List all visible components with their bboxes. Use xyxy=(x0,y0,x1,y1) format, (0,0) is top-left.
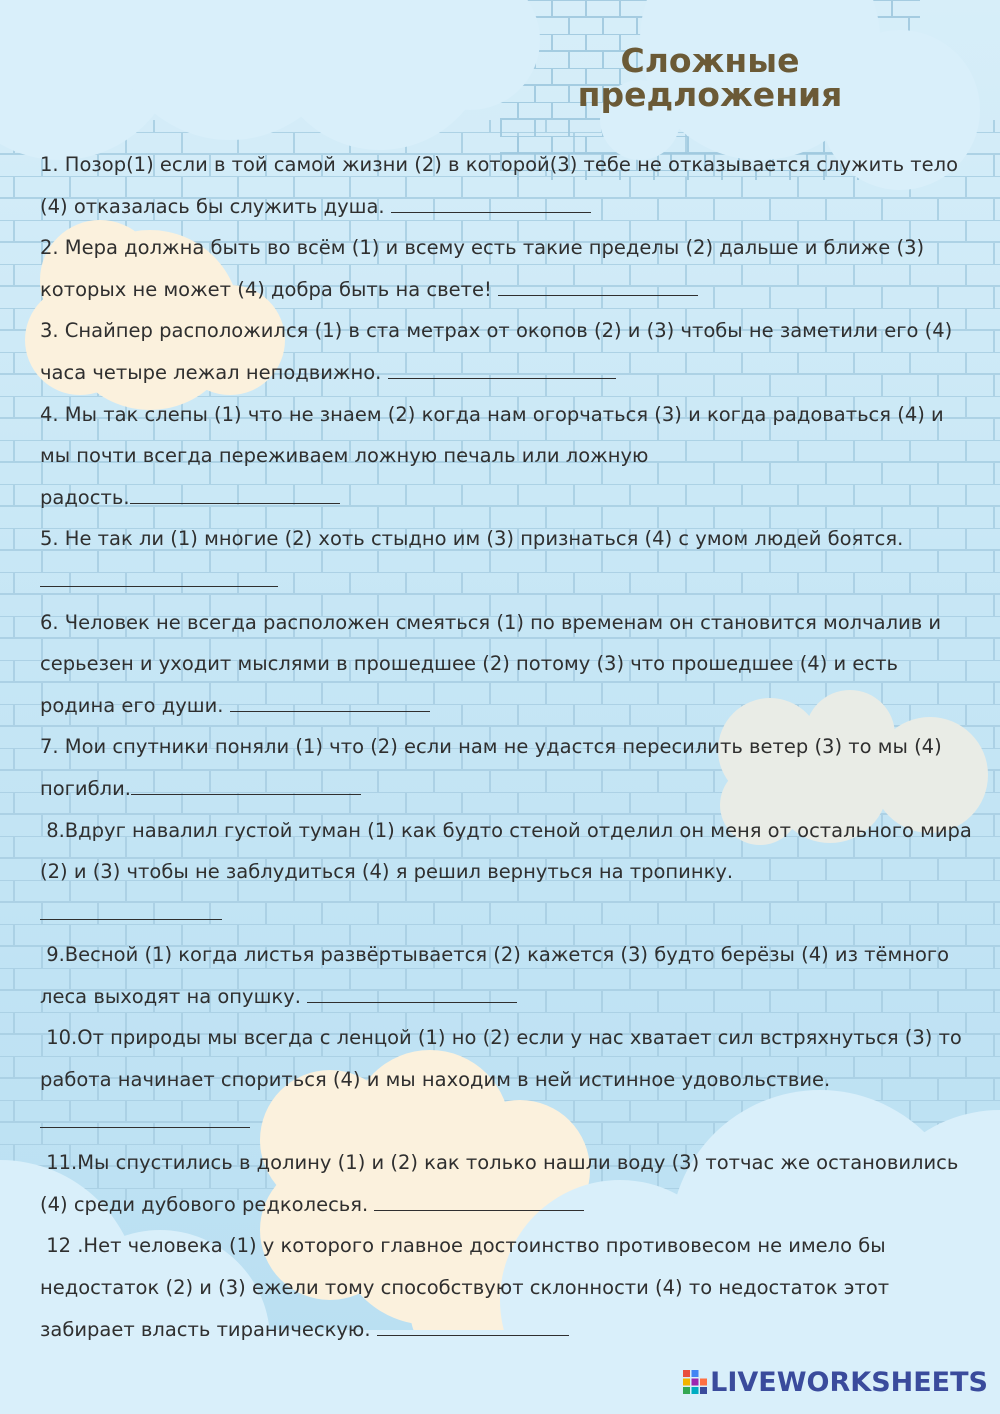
liveworksheets-logo-icon xyxy=(682,1369,708,1395)
exercise-text: 6. Человек не всегда расположен смеяться (1) по временам он становится молчалив и серьезен и уходит мыслями в прошедшее (2) потому (3) что прошедшее (4) и есть родина его души. xyxy=(40,610,948,717)
logo-text: LIVEWORKSHEETS xyxy=(710,1366,988,1398)
exercise-item-1 xyxy=(40,144,975,227)
page-title xyxy=(560,41,860,114)
exercise-text: 8.Вдруг навалил густой туман (1) как будто стеной отделил он меня от остального мира (2) и (3) чтобы не заблудиться (4) я решил вернуться на тропинку. xyxy=(40,818,972,884)
answer-blank[interactable] xyxy=(374,1192,584,1211)
title-line-2: предложения xyxy=(577,75,843,114)
title-line-1: Сложные xyxy=(620,41,800,80)
answer-blank[interactable] xyxy=(131,776,361,795)
exercise-item-2 xyxy=(40,227,975,310)
exercise-text: 7. Мои спутники поняли (1) что (2) если нам не удастся пересилить ветер (3) то мы (4) погибли. xyxy=(40,735,948,800)
answer-blank[interactable] xyxy=(391,194,591,213)
exercise-text: 5. Не так ли (1) многие (2) хоть стыдно им (3) признаться (4) с умом людей боятся. xyxy=(40,527,904,551)
exercise-text: 2. Мера должна быть во всём (1) и всему есть такие пределы (2) дальше и ближе (3) которых не может (4) добра быть на свете! xyxy=(40,236,931,301)
answer-blank[interactable] xyxy=(40,1109,250,1128)
exercise-item-10 xyxy=(40,1017,975,1142)
exercise-item-9 xyxy=(40,934,975,1017)
exercise-text: 9.Весной (1) когда листья развёртывается (2) кажется (3) будто берёзы (4) из тёмного леса выходят на опушку. xyxy=(40,943,956,1008)
exercise-text: 3. Снайпер расположился (1) в ста метрах от окопов (2) и (3) чтобы не заметили его (4) часа четыре лежал неподвижно. xyxy=(40,319,959,384)
answer-blank[interactable] xyxy=(40,901,222,920)
answer-blank[interactable] xyxy=(230,693,430,712)
exercise-text: 10.От природы мы всегда с ленцой (1) но (2) если у нас хватает сил встряхнуться (3) то работа начинает спориться (4) и мы находим в ней истинное удовольствие. xyxy=(40,1026,962,1092)
exercise-list xyxy=(40,144,975,1350)
answer-blank[interactable] xyxy=(388,360,616,379)
exercise-item-5 xyxy=(40,518,975,601)
liveworksheets-logo[interactable] xyxy=(682,1368,988,1396)
exercise-item-7 xyxy=(40,726,975,809)
exercise-text: 11.Мы спустились в долину (1) и (2) как только нашли воду (3) тотчас же остановились (4) среди дубового редколесья. xyxy=(40,1151,965,1216)
exercise-item-6 xyxy=(40,602,975,727)
answer-blank[interactable] xyxy=(307,984,517,1003)
exercise-item-8 xyxy=(40,810,975,935)
exercise-item-11 xyxy=(40,1142,975,1225)
exercise-item-12 xyxy=(40,1225,975,1350)
exercise-item-3 xyxy=(40,310,975,393)
answer-blank[interactable] xyxy=(130,485,340,504)
answer-blank[interactable] xyxy=(377,1317,569,1336)
exercise-text: 4. Мы так слепы (1) что не знаем (2) когда нам огорчаться (3) и когда радоваться (4) и мы почти всегда переживаем ложную печаль или ложную радость. xyxy=(40,402,944,509)
answer-blank[interactable] xyxy=(40,568,278,587)
answer-blank[interactable] xyxy=(498,277,698,296)
exercise-text: 12 .Нет человека (1) у которого главное достоинство противовесом не имело бы недостаток (2) и (3) ежели тому способствуют склонности (4) то недостаток этот забирает власть тираническую. xyxy=(40,1234,896,1341)
exercise-text: 1. Позор(1) если в той самой жизни (2) в которой(3) тебе не отказывается служить тело (4) отказалась бы служить душа. xyxy=(40,153,965,218)
exercise-item-4 xyxy=(40,394,975,519)
